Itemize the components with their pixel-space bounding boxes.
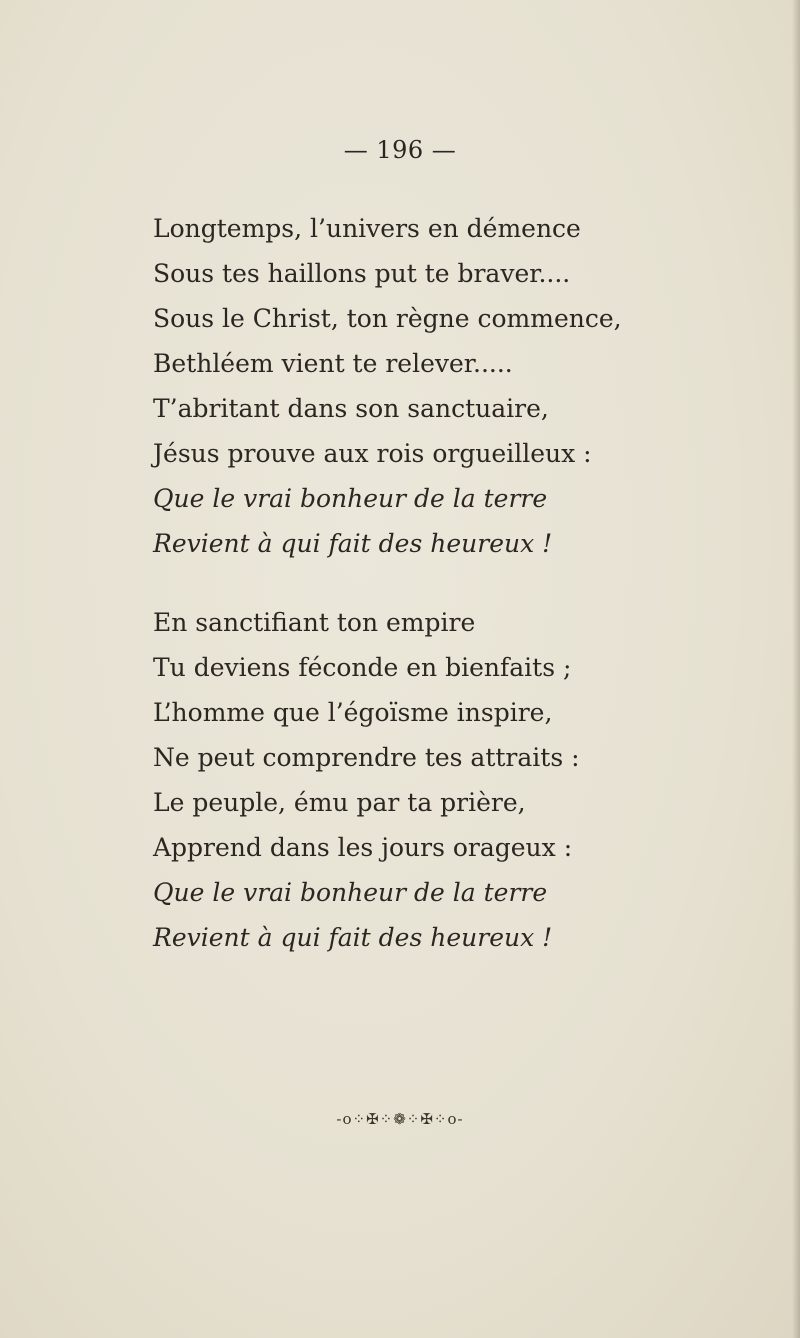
stanza-2 <box>153 600 580 960</box>
refrain-line: Revient à qui fait des heureux ! <box>153 529 553 558</box>
page-number: — 196 — <box>343 136 457 164</box>
verse-line: Tu deviens féconde en bienfaits ; <box>153 653 572 682</box>
refrain-line: Que le vrai bonheur de la terre <box>153 484 548 513</box>
page-edge-shadow <box>792 0 800 1338</box>
verse-line: Jésus prouve aux rois orgueilleux : <box>153 439 592 468</box>
verse-line: Bethléem vient te relever..... <box>153 349 513 378</box>
refrain-line: Que le vrai bonheur de la terre <box>153 878 548 907</box>
verse-line: Le peuple, ému par ta prière, <box>153 788 526 817</box>
verse-line: Longtemps, l’univers en démence <box>153 214 581 243</box>
verse-line: Apprend dans les jours orageux : <box>153 833 573 862</box>
verse-line: T’abritant dans son sanctuaire, <box>153 394 549 423</box>
verse-line: En sanctifiant ton empire <box>153 608 476 637</box>
stanza-1 <box>153 206 622 566</box>
verse-line: Sous tes haillons put te braver.... <box>153 259 571 288</box>
verse-line: Sous le Christ, ton règne commence, <box>153 304 622 333</box>
verse-line: L’homme que l’égoïsme inspire, <box>153 698 553 727</box>
refrain-line: Revient à qui fait des heureux ! <box>153 923 553 952</box>
ornament-divider: -o⁘✠⁘❁⁘✠⁘o- <box>336 1110 464 1128</box>
verse-line: Ne peut comprendre tes attraits : <box>153 743 580 772</box>
